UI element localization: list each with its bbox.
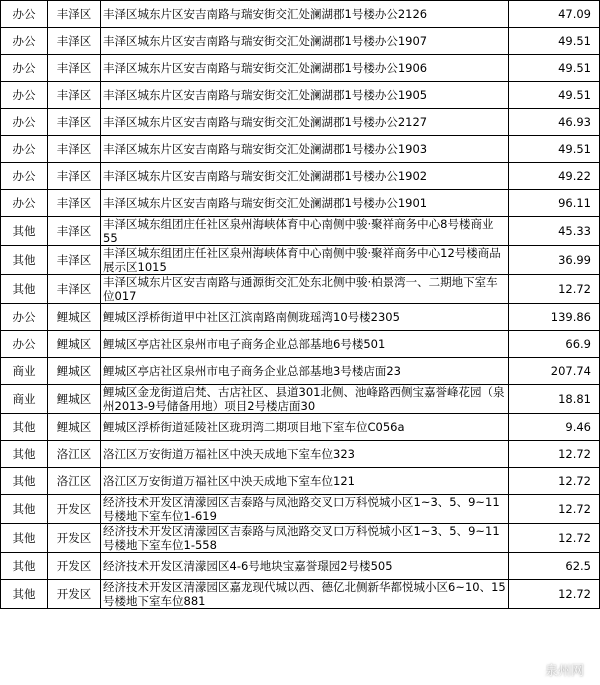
address-cell: 洛江区万安街道万福社区中泱天成地下室车位121 [101, 468, 509, 495]
area-cell: 12.72 [509, 495, 600, 524]
area-cell: 49.51 [509, 28, 600, 55]
area-cell: 49.51 [509, 136, 600, 163]
table-row [1, 109, 600, 136]
property-type-cell: 办公 [1, 28, 48, 55]
table-row [1, 190, 600, 217]
table-row [1, 304, 600, 331]
area-cell: 18.81 [509, 385, 600, 414]
address-cell: 丰泽区城东组团庄任社区泉州海峡体育中心南侧中骏·聚祥商务中心12号楼商品展示区1015 [101, 246, 509, 275]
area-cell: 49.22 [509, 163, 600, 190]
area-cell: 45.33 [509, 217, 600, 246]
district-cell: 丰泽区 [48, 1, 101, 28]
address-cell: 丰泽区城东片区安吉南路与瑞安街交汇处澜湖郡1号楼办公1905 [101, 82, 509, 109]
district-cell: 丰泽区 [48, 163, 101, 190]
table-row [1, 163, 600, 190]
table-row [1, 136, 600, 163]
area-cell: 139.86 [509, 304, 600, 331]
district-cell: 丰泽区 [48, 109, 101, 136]
property-type-cell: 其他 [1, 553, 48, 580]
district-cell: 鲤城区 [48, 358, 101, 385]
property-type-cell: 其他 [1, 414, 48, 441]
area-cell: 49.51 [509, 82, 600, 109]
address-cell: 经济技术开发区清濛园区吉泰路与凤池路交叉口万科悦城小区1~3、5、9~11号楼地下室车位1-558 [101, 524, 509, 553]
table-row [1, 441, 600, 468]
address-cell: 洛江区万安街道万福社区中泱天成地下室车位323 [101, 441, 509, 468]
address-cell: 丰泽区城东片区安吉南路与瑞安街交汇处澜湖郡1号楼办公1903 [101, 136, 509, 163]
area-cell: 9.46 [509, 414, 600, 441]
property-type-cell: 办公 [1, 136, 48, 163]
address-cell: 丰泽区城东片区安吉南路与瑞安街交汇处澜湖郡1号楼办公2127 [101, 109, 509, 136]
table-row [1, 385, 600, 414]
address-cell: 鲤城区浮桥街道延陵社区珑玥湾二期项目地下室车位C056a [101, 414, 509, 441]
district-cell: 丰泽区 [48, 136, 101, 163]
district-cell: 丰泽区 [48, 190, 101, 217]
table-row [1, 495, 600, 524]
property-type-cell: 其他 [1, 246, 48, 275]
district-cell: 丰泽区 [48, 246, 101, 275]
table-row [1, 468, 600, 495]
property-type-cell: 商业 [1, 385, 48, 414]
property-type-cell: 其他 [1, 468, 48, 495]
address-cell: 丰泽区城东片区安吉南路与通源街交汇处东北侧中骏·柏景湾一、二期地下室车位017 [101, 275, 509, 304]
district-cell: 开发区 [48, 495, 101, 524]
table-row [1, 358, 600, 385]
address-cell: 经济技术开发区清濛园区吉泰路与凤池路交叉口万科悦城小区1~3、5、9~11号楼地下室车位1-619 [101, 495, 509, 524]
property-type-cell: 办公 [1, 109, 48, 136]
district-cell: 丰泽区 [48, 28, 101, 55]
property-type-cell: 办公 [1, 82, 48, 109]
property-type-cell: 其他 [1, 580, 48, 609]
address-cell: 经济技术开发区清濛园区嘉龙现代城以西、德亿北侧新华都悦城小区6~10、15号楼地下室车位881 [101, 580, 509, 609]
area-cell: 47.09 [509, 1, 600, 28]
district-cell: 洛江区 [48, 468, 101, 495]
district-cell: 鲤城区 [48, 331, 101, 358]
address-cell: 鲤城区金龙街道启梵、古店社区、县道301北侧、池峰路西侧宝嘉誉峰花园（泉州2013-9号储备用地）项目2号楼店面30 [101, 385, 509, 414]
property-type-cell: 其他 [1, 524, 48, 553]
address-cell: 经济技术开发区清濛园区4-6号地块宝嘉誉璟园2号楼505 [101, 553, 509, 580]
table-row [1, 275, 600, 304]
property-type-cell: 其他 [1, 275, 48, 304]
area-cell: 49.51 [509, 55, 600, 82]
table-row [1, 1, 600, 28]
area-cell: 62.5 [509, 553, 600, 580]
table-row [1, 28, 600, 55]
table-row [1, 414, 600, 441]
address-cell: 丰泽区城东片区安吉南路与瑞安街交汇处澜湖郡1号楼办公1902 [101, 163, 509, 190]
area-cell: 12.72 [509, 441, 600, 468]
property-type-cell: 商业 [1, 358, 48, 385]
area-cell: 46.93 [509, 109, 600, 136]
area-cell: 36.99 [509, 246, 600, 275]
address-cell: 丰泽区城东片区安吉南路与瑞安街交汇处澜湖郡1号楼办公1906 [101, 55, 509, 82]
property-type-cell: 其他 [1, 441, 48, 468]
table-row [1, 524, 600, 553]
address-cell: 丰泽区城东片区安吉南路与瑞安街交汇处澜湖郡1号楼办公1907 [101, 28, 509, 55]
area-cell: 12.72 [509, 468, 600, 495]
table-body [1, 1, 600, 609]
address-cell: 鲤城区浮桥街道甲中社区江滨南路南侧珑瑶湾10号楼2305 [101, 304, 509, 331]
district-cell: 开发区 [48, 524, 101, 553]
district-cell: 开发区 [48, 580, 101, 609]
district-cell: 鲤城区 [48, 414, 101, 441]
property-type-cell: 办公 [1, 163, 48, 190]
table-row [1, 331, 600, 358]
district-cell: 丰泽区 [48, 82, 101, 109]
property-type-cell: 办公 [1, 304, 48, 331]
property-type-cell: 办公 [1, 331, 48, 358]
address-cell: 鲤城区亭店社区泉州市电子商务企业总部基地3号楼店面23 [101, 358, 509, 385]
district-cell: 洛江区 [48, 441, 101, 468]
district-cell: 开发区 [48, 553, 101, 580]
district-cell: 鲤城区 [48, 385, 101, 414]
area-cell: 66.9 [509, 331, 600, 358]
property-type-cell: 办公 [1, 190, 48, 217]
property-type-cell: 其他 [1, 217, 48, 246]
property-type-cell: 办公 [1, 1, 48, 28]
property-type-cell: 办公 [1, 55, 48, 82]
area-cell: 207.74 [509, 358, 600, 385]
area-cell: 12.72 [509, 275, 600, 304]
area-cell: 12.72 [509, 524, 600, 553]
table-row [1, 55, 600, 82]
table-row [1, 580, 600, 609]
area-cell: 96.11 [509, 190, 600, 217]
property-type-cell: 其他 [1, 495, 48, 524]
address-cell: 丰泽区城东组团庄任社区泉州海峡体育中心南侧中骏·聚祥商务中心8号楼商业55 [101, 217, 509, 246]
address-cell: 鲤城区亭店社区泉州市电子商务企业总部基地6号楼501 [101, 331, 509, 358]
district-cell: 鲤城区 [48, 304, 101, 331]
address-cell: 丰泽区城东片区安吉南路与瑞安街交汇处澜湖郡1号楼办公1901 [101, 190, 509, 217]
table-row [1, 217, 600, 246]
district-cell: 丰泽区 [48, 55, 101, 82]
area-cell: 12.72 [509, 580, 600, 609]
address-cell: 丰泽区城东片区安吉南路与瑞安街交汇处澜湖郡1号楼办公2126 [101, 1, 509, 28]
district-cell: 丰泽区 [48, 217, 101, 246]
table-row [1, 82, 600, 109]
table-row [1, 553, 600, 580]
district-cell: 丰泽区 [48, 275, 101, 304]
site-watermark: 泉州网 [544, 664, 584, 679]
table-row [1, 246, 600, 275]
